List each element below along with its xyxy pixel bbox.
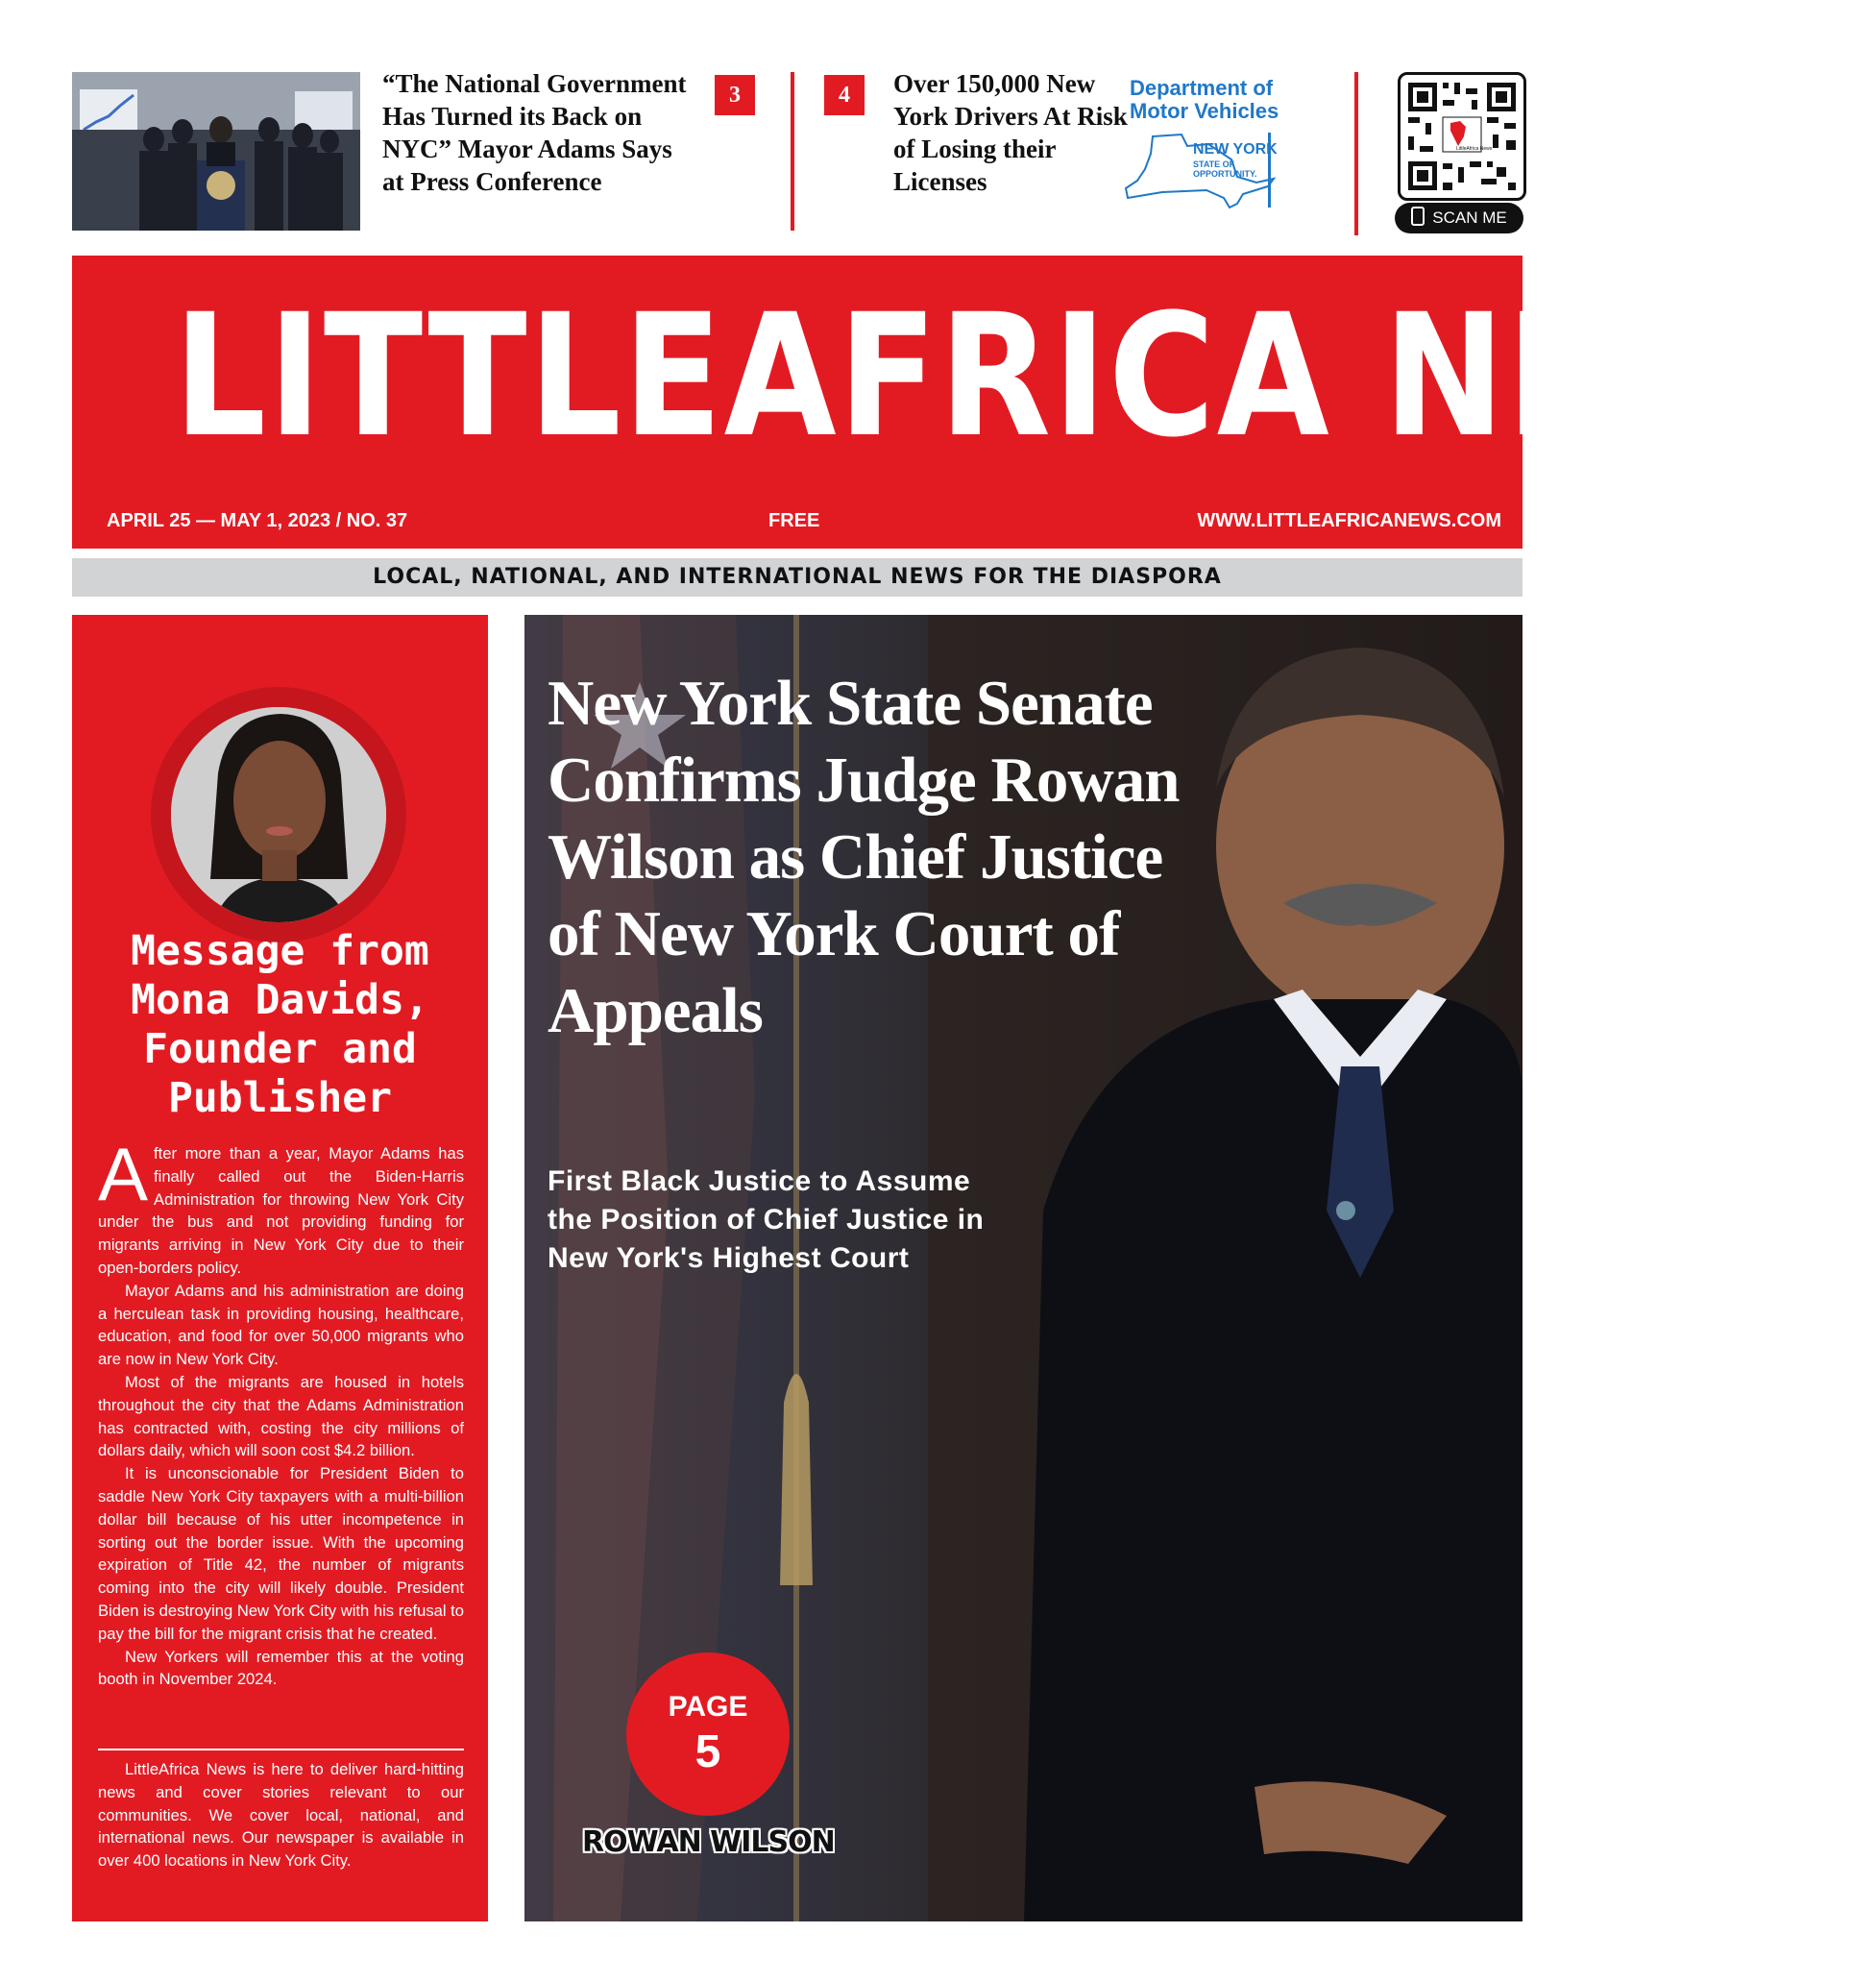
qr-code[interactable] xyxy=(1398,72,1526,201)
press-conference-photo xyxy=(72,72,360,231)
message-paragraph: Mayor Adams and his administration are doing a herculean task in providing housing, healthcare, education, and food for over 50,000 migrants who are now in New York City. xyxy=(98,1281,464,1369)
website-link[interactable]: WWW.LITTLEAFRICANEWS.COM xyxy=(1197,510,1501,531)
cover-subheadline: First Black Justice to Assume the Position of Chief Justice in New York's Highest Court xyxy=(548,1165,985,1274)
page-label: PAGE xyxy=(668,1691,748,1723)
divider xyxy=(1354,72,1358,235)
message-paragraph: It is unconscionable for President Biden to saddle New York City taxpayers with a multi-billion dollar bill because of his utter incompetence in sorting out the border issue. With the upcoming expiration of Title 42, the number of migrants coming into the city will likely double. President Biden is destroying New York City with his refusal to pay the bill for the migrant crisis that he created. xyxy=(98,1464,464,1643)
message-body xyxy=(98,1132,464,1691)
qr-logo-text: LittleAfrica News xyxy=(1456,146,1493,152)
ny-sub1: STATE OF xyxy=(1193,159,1235,169)
page-5-badge[interactable] xyxy=(626,1652,790,1816)
publisher-message xyxy=(72,615,488,1921)
dmv-logo xyxy=(1124,75,1297,219)
message-title: Message from Mona Davids, Founder and Publisher xyxy=(131,927,429,1122)
page-badge-4[interactable]: 4 xyxy=(824,75,865,115)
dmv-title-line1: Department of xyxy=(1130,76,1274,100)
cover-headline[interactable]: New York State Senate Confirms Judge Rowan Wilson as Chief Justice of New York Court of Appeals xyxy=(548,668,1180,1046)
divider xyxy=(791,72,794,231)
photo-caption: ROWAN WILSON xyxy=(582,1825,835,1859)
message-paragraph: New Yorkers will remember this at the voting booth in November 2024. xyxy=(98,1647,464,1689)
masthead xyxy=(72,256,1876,549)
issue-date: APRIL 25 — MAY 1, 2023 / NO. 37 xyxy=(107,510,408,531)
ny-sub2: OPPORTUNITY. xyxy=(1193,169,1257,179)
message-paragraph xyxy=(98,1132,464,1280)
scan-me-button[interactable] xyxy=(1395,203,1523,233)
dmv-title-line2: Motor Vehicles xyxy=(1130,99,1279,123)
about-paper: LittleAfrica News is here to deliver hard-hitting news and cover stories relevant to our communities. We cover local, national, and international news. Our newspaper is available in over 400 locations in New York City. xyxy=(98,1760,464,1871)
page-badge-3[interactable]: 3 xyxy=(715,75,755,115)
avatar xyxy=(151,687,406,942)
message-paragraph: Most of the migrants are housed in hotels throughout the city that the Adams Administration has contracted with, costing the city millions of dollars daily, which will soon cost $4.2 billion. xyxy=(98,1372,464,1460)
drop-cap: A xyxy=(98,1132,149,1216)
phone-icon xyxy=(1411,207,1425,226)
tagline: LOCAL, NATIONAL, AND INTERNATIONAL NEWS FOR THE DIASPORA xyxy=(72,558,1523,597)
masthead-title: LITTLEAFRICA NEWS xyxy=(173,278,1876,475)
teaser-headline-nyc[interactable]: “The National Government Has Turned its Back on NYC” Mayor Adams Says at Press Conference xyxy=(382,69,687,196)
ny-word: NEW YORK xyxy=(1193,141,1278,158)
teaser-headline-dmv[interactable]: Over 150,000 New York Drivers At Risk of Losing their Licenses xyxy=(893,69,1128,196)
page-number: 5 xyxy=(694,1726,721,1777)
scan-me-label: SCAN ME xyxy=(1432,208,1507,227)
price: FREE xyxy=(768,510,820,531)
paragraph-text: fter more than a year, Mayor Adams has finally called out the Biden-Harris Administration for throwing New York City under the bus and not providing funding for migrants arriving in New York City due to their open-borders policy. xyxy=(98,1144,464,1277)
cover-story[interactable] xyxy=(524,615,1523,1921)
divider xyxy=(98,1749,464,1750)
